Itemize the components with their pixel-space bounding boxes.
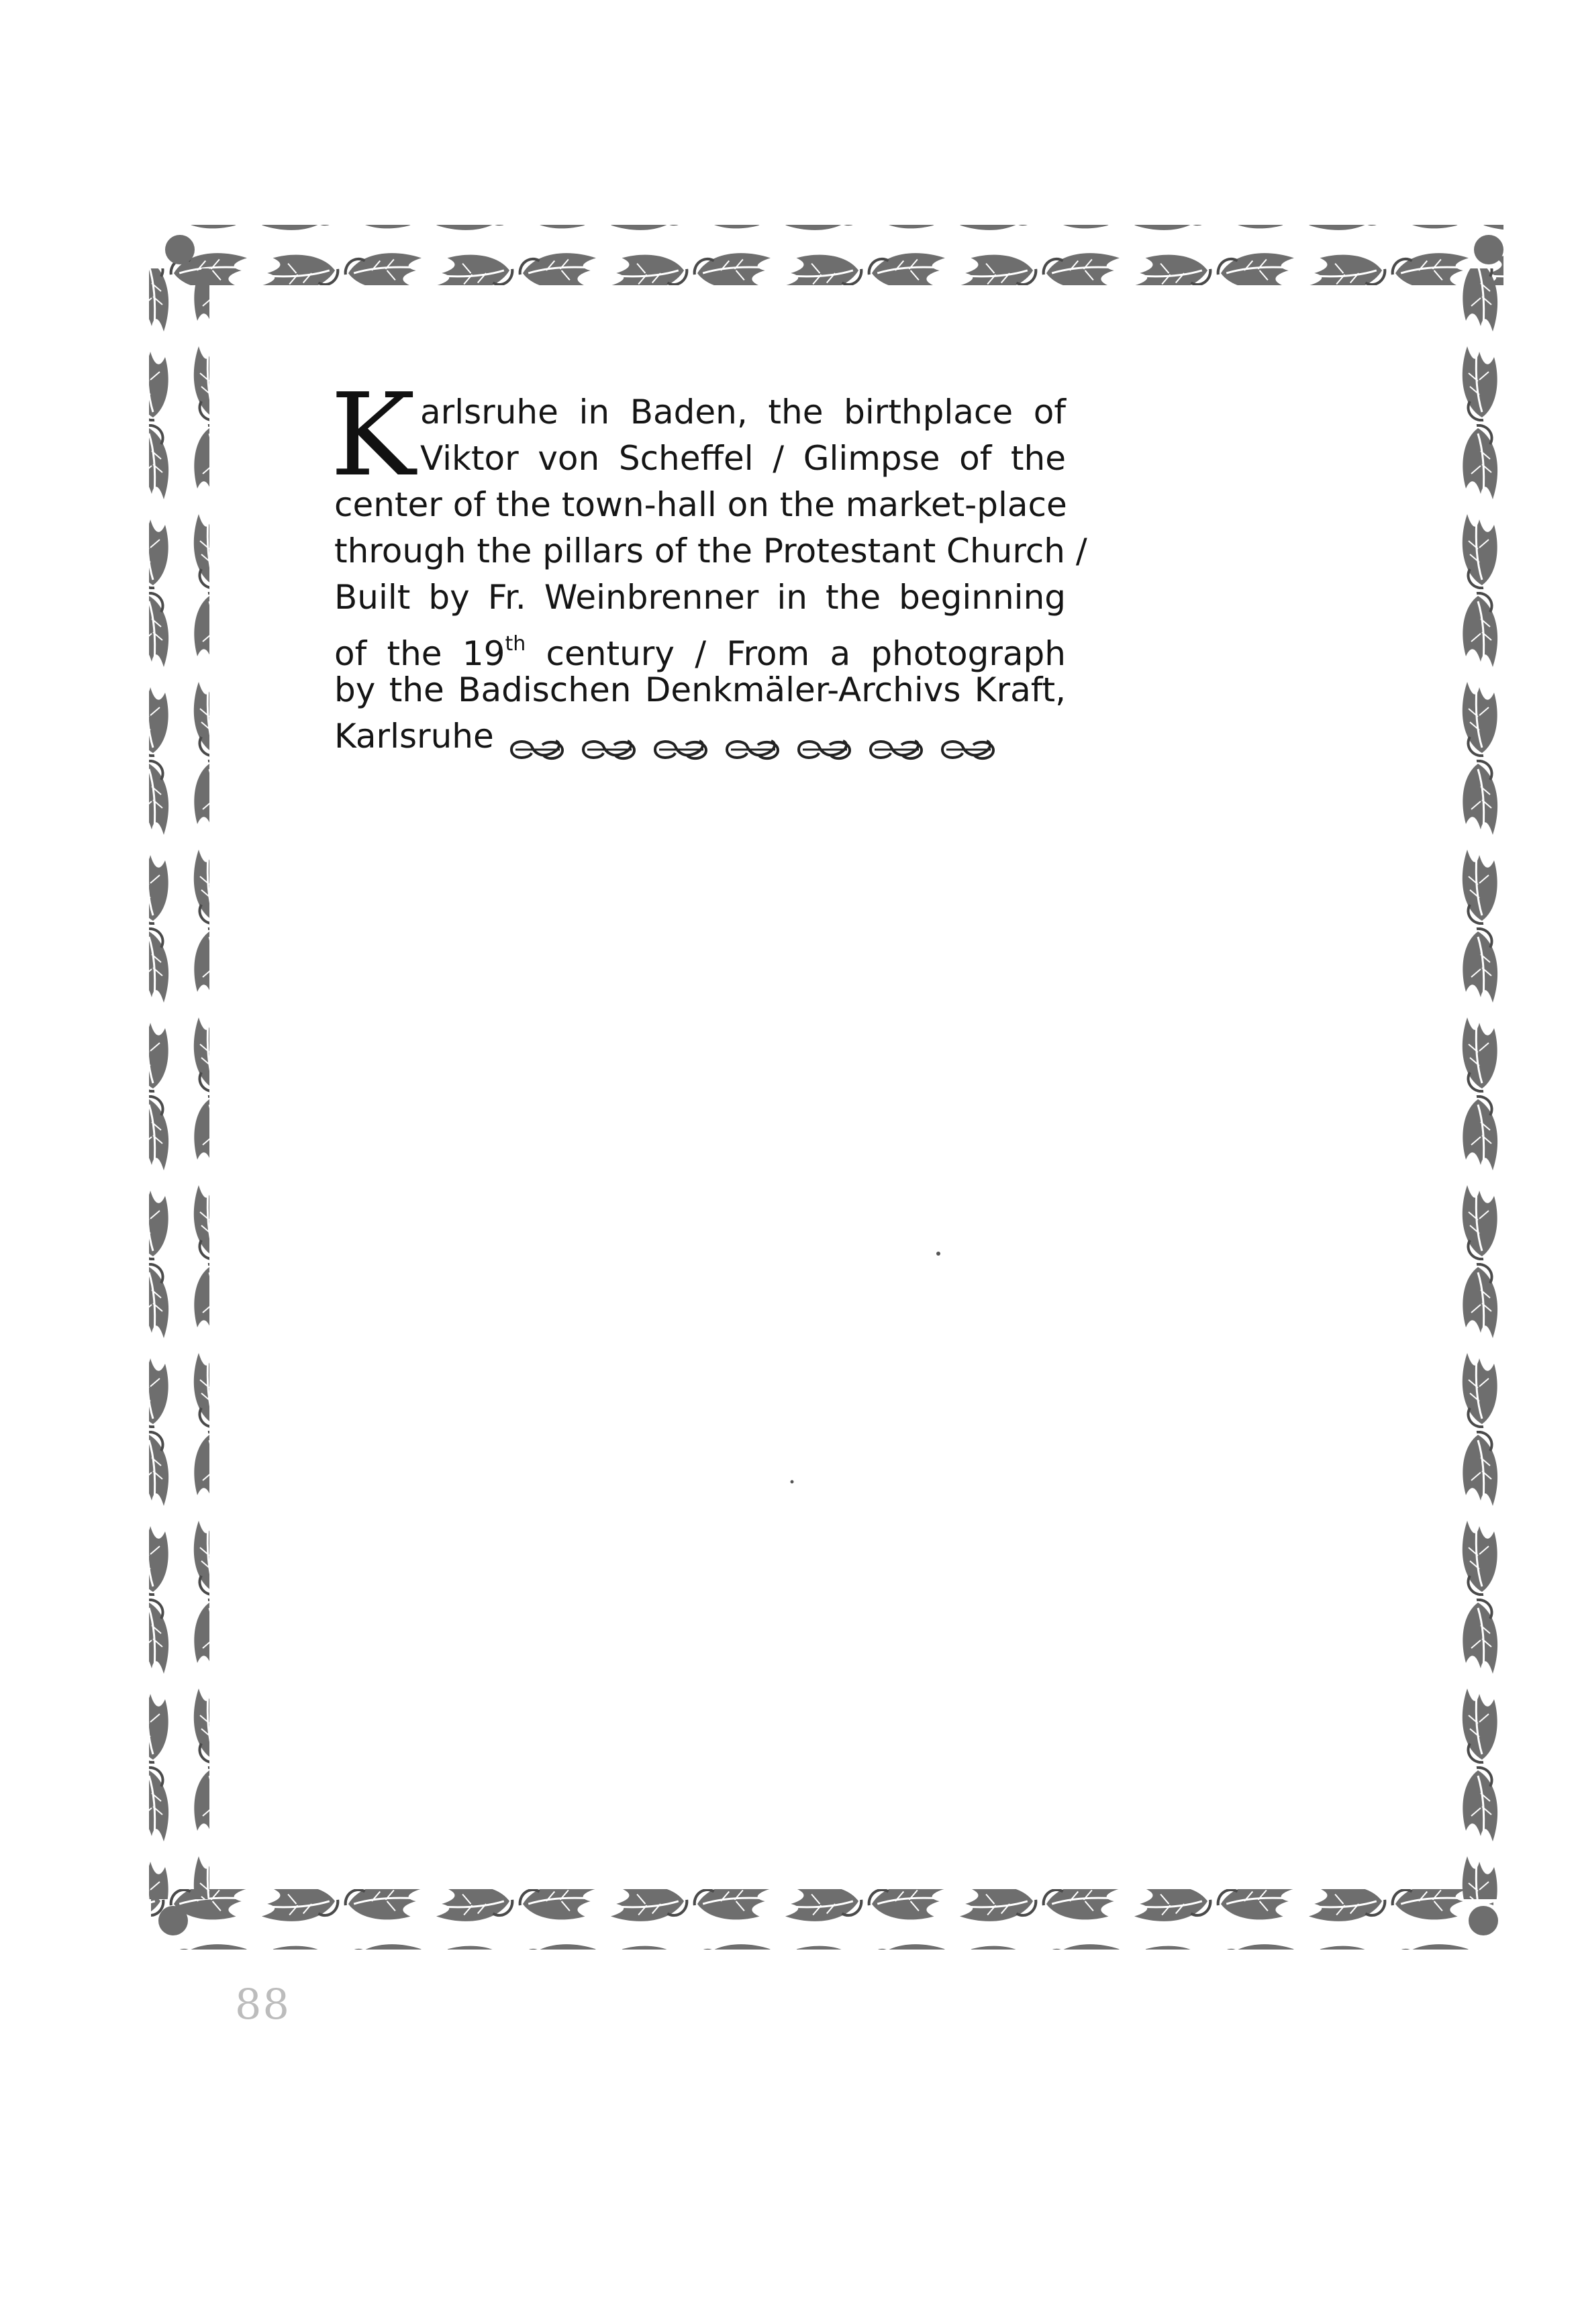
scroll-ornament-icon	[940, 728, 996, 754]
caption-line	[334, 621, 1066, 673]
caption-text-block	[330, 369, 1087, 760]
superscript: th	[505, 632, 526, 656]
caption-line: arlsruhe in Baden, the birthplace of	[420, 393, 1066, 432]
scroll-ornament-icon	[724, 728, 781, 754]
page-number: 88	[235, 1980, 291, 2029]
ornament-row	[509, 715, 1039, 762]
caption-line-part: Karlsruhe	[334, 717, 494, 756]
caption-line: through the pillars of the Protestant Church /	[334, 532, 1087, 570]
caption-line: center of the town-hall on the market-place	[334, 485, 1067, 524]
scroll-ornament-icon	[868, 728, 924, 754]
scroll-ornament-icon	[796, 728, 852, 754]
scroll-ornament-icon	[509, 728, 565, 754]
caption-line: Built by Fr. Weinbrenner in the beginning	[334, 578, 1066, 617]
scroll-ornament-icon	[652, 728, 709, 754]
caption-line: by the Badischen Denkmäler-Archivs Kraft,	[334, 670, 1066, 709]
caption-last-line	[334, 713, 1066, 760]
caption-line-part: of the 19	[334, 634, 505, 673]
drop-cap: K	[330, 369, 416, 502]
caption-line: Viktor von Scheffel / Glimpse of the	[420, 439, 1066, 478]
caption-line-part: century / From a photograph	[526, 634, 1066, 673]
scroll-ornament-icon	[581, 728, 637, 754]
